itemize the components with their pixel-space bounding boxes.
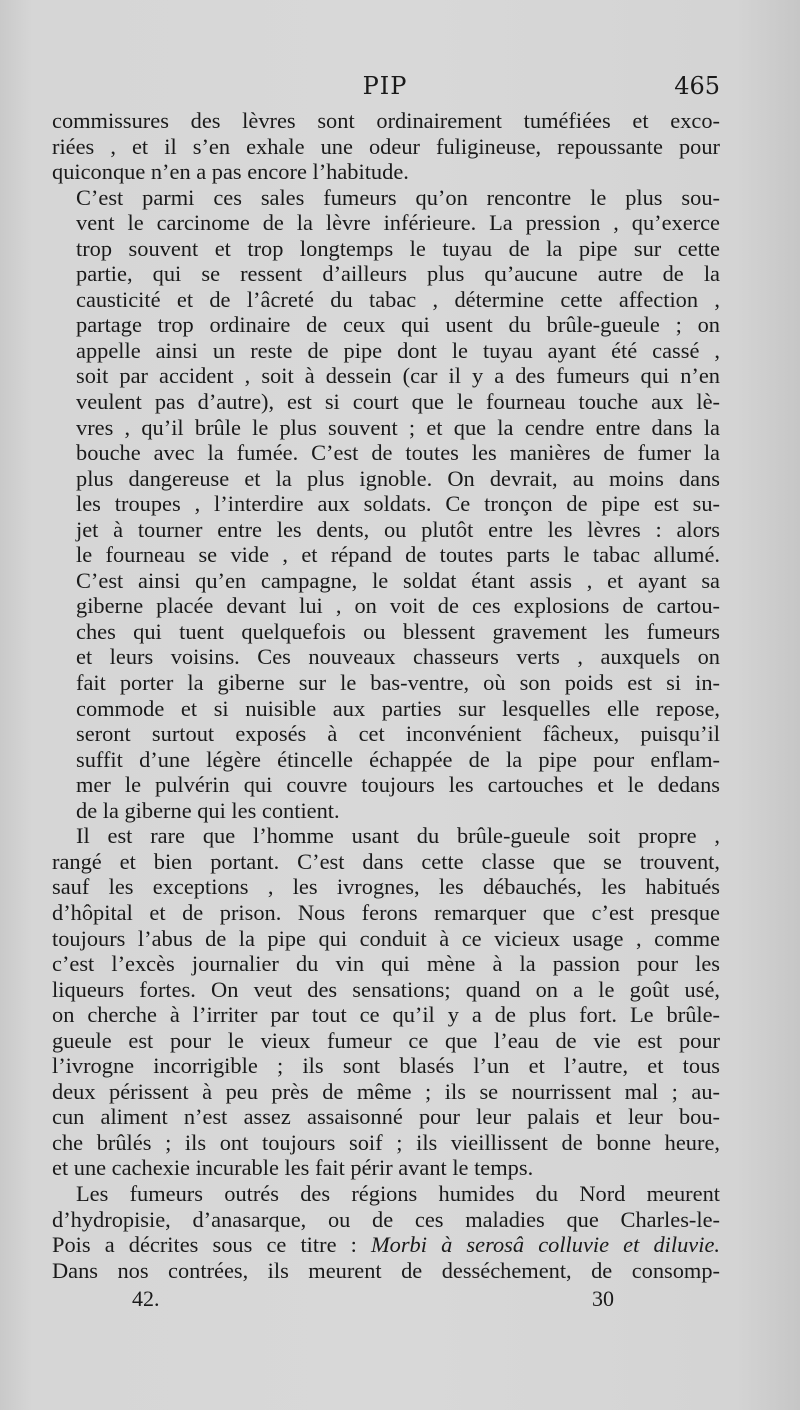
text-line: sauf les exceptions , les ivrognes, les débauchés, les habitués	[52, 874, 720, 900]
text-line: d’hydropisie, d’anasarque, ou de ces maladies que Charles-le-	[52, 1206, 720, 1232]
text-line: seront surtout exposés à cet inconvénient fâcheux, puisqu’il	[76, 721, 720, 747]
text-line: partie, qui se ressent d’ailleurs plus qu’aucune autre de la	[76, 261, 720, 287]
body-text	[52, 108, 720, 1283]
text-line: commissures des lèvres sont ordinairement tuméfiées et exco-	[52, 108, 720, 133]
text-line: mer le pulvérin qui couvre toujours les cartouches et le dedans	[76, 772, 720, 798]
text-line: c’est l’excès journalier du vin qui mène à la passion pour les	[52, 951, 720, 977]
text-line: partage trop ordinaire de ceux qui usent du brûle-gueule ; on	[76, 312, 720, 338]
text-line: veulent pas d’autre), est si court que le fourneau touche aux lè-	[76, 389, 720, 415]
text-line: bouche avec la fumée. C’est de toutes les manières de fumer la	[76, 440, 720, 466]
text-line: ches qui tuent quelquefois ou blessent gravement les fumeurs	[76, 618, 720, 644]
text-line: giberne placée devant lui , on voit de ces explosions de cartou-	[76, 593, 720, 619]
paragraph	[52, 1181, 720, 1283]
text-line: le fourneau se vide , et répand de toutes parts le tabac allumé.	[76, 542, 720, 568]
text-segment: Pois a décrites sous ce titre :	[52, 1232, 371, 1258]
text-line: Les fumeurs outrés des régions humides du Nord meurent	[76, 1180, 720, 1206]
paragraph	[52, 823, 720, 1181]
text-line	[52, 1232, 720, 1258]
text-line: riées , et il s’en exhale une odeur fuligineuse, repoussante pour	[52, 133, 720, 159]
page-footer	[50, 1286, 720, 1316]
text-line: fait porter la giberne sur le bas-ventre, où son poids est si in-	[76, 670, 720, 696]
text-line: toujours l’abus de la pipe qui conduit à ce vicieux usage , comme	[52, 925, 720, 951]
text-line: vres , qu’il brûle le plus souvent ; et que la cendre entre dans la	[76, 414, 720, 440]
text-line: commode et si nuisible aux parties sur lesquelles elle repose,	[76, 695, 720, 721]
text-line: vent le carcinome de la lèvre inférieure. La pression , qu’exerce	[76, 210, 720, 236]
text-line: cun aliment n’est assez assaisonné pour leur palais et leur bou-	[52, 1104, 720, 1130]
text-line: trop souvent et trop longtemps le tuyau de la pipe sur cette	[76, 235, 720, 261]
text-line: deux périssent à peu près de même ; ils se nourrissent mal ; au-	[52, 1078, 720, 1104]
text-line: et leurs voisins. Ces nouveaux chasseurs verts , auxquels on	[76, 644, 720, 670]
text-line: appelle ainsi un reste de pipe dont le tuyau ayant été cassé ,	[76, 337, 720, 363]
page-header	[50, 72, 720, 108]
text-line: l’ivrogne incorrigible ; ils sont blasés l’un et l’autre, et tous	[52, 1053, 720, 1079]
text-line: de la giberne qui les contient.	[76, 797, 340, 823]
text-line: et une cachexie incurable les fait périr avant le temps.	[52, 1155, 534, 1181]
text-line: causticité et de l’âcreté du tabac , détermine cette affection ,	[76, 286, 720, 312]
text-line: che brûlés ; ils ont toujours soif ; ils vieillissent de bonne heure,	[52, 1129, 720, 1155]
text-line: Dans nos contrées, ils meurent de desséchement, de consomp-	[52, 1257, 720, 1283]
text-line: plus dangereuse et la plus ignoble. On devrait, au moins dans	[76, 465, 720, 491]
latin-title: Morbi à serosâ colluvie et diluvie.	[371, 1232, 720, 1258]
text-line: C’est ainsi qu’en campagne, le soldat étant assis , et ayant sa	[76, 567, 720, 593]
paragraph	[52, 108, 720, 185]
text-line: quiconque n’en a pas encore l’habitude.	[52, 159, 409, 185]
text-line: rangé et bien portant. C’est dans cette classe que se trouvent,	[52, 848, 720, 874]
text-line: suffit d’une légère étincelle échappée de la pipe pour enflam-	[76, 746, 720, 772]
page-number: 465	[674, 72, 720, 100]
text-line: liqueurs fortes. On veut des sensations; quand on a le goût usé,	[52, 976, 720, 1002]
running-head: PIP	[362, 72, 408, 100]
text-line: les troupes , l’interdire aux soldats. Ce tronçon de pipe est su-	[76, 491, 720, 517]
text-line: C’est parmi ces sales fumeurs qu’on rencontre le plus sou-	[76, 184, 720, 210]
text-line: soit par accident , soit à dessein (car il y a des fumeurs qui n’en	[76, 363, 720, 389]
text-line: d’hôpital et de prison. Nous ferons remarquer que c’est presque	[52, 899, 720, 925]
paragraph	[52, 185, 720, 824]
text-line: on cherche à l’irriter par tout ce qu’il y a de plus fort. Le brûle-	[52, 1002, 720, 1028]
text-line: Il est rare que l’homme usant du brûle-gueule soit propre ,	[76, 823, 720, 849]
signature-mark: 42.	[132, 1286, 160, 1311]
signature-mark: 30	[592, 1286, 614, 1311]
text-line: gueule est pour le vieux fumeur ce que l’eau de vie est pour	[52, 1027, 720, 1053]
text-line: jet à tourner entre les dents, ou plutôt entre les lèvres : alors	[76, 516, 720, 542]
